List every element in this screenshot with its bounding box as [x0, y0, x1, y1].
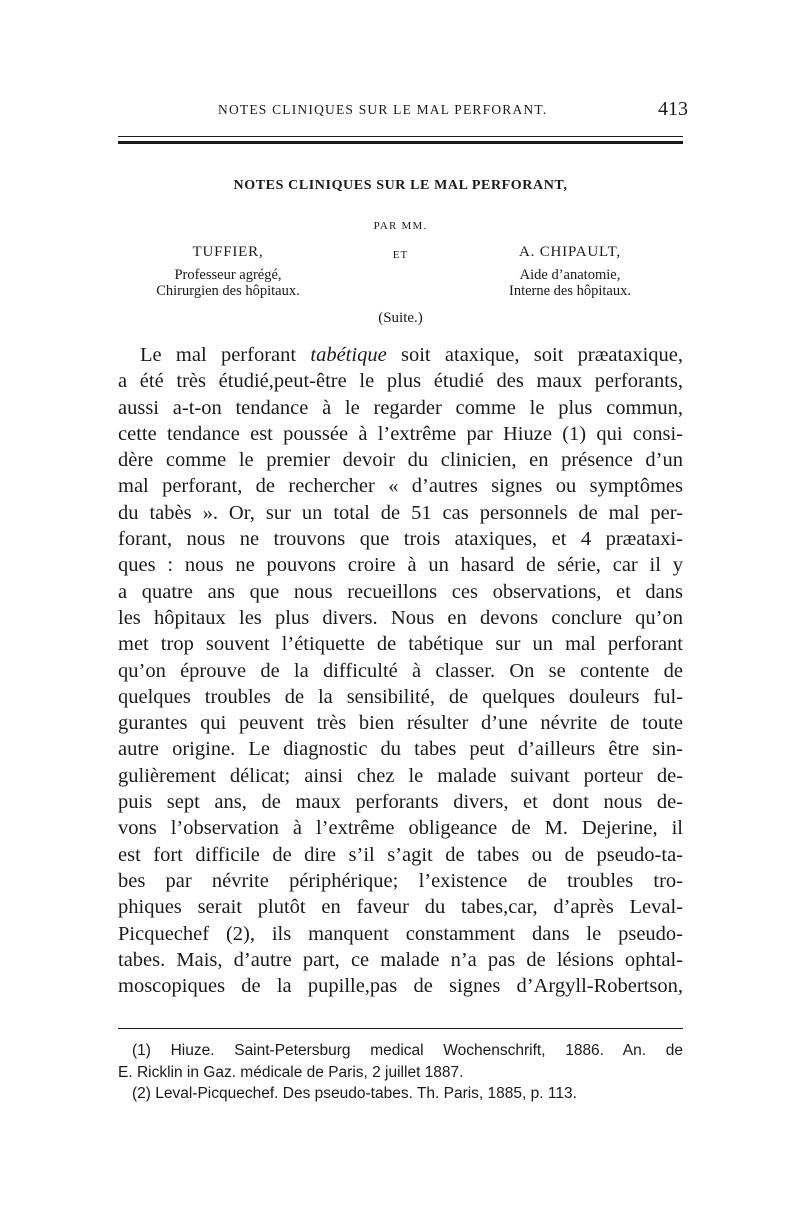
- body-line: ques : nous ne pouvons croire à un hasard de série, car il y: [118, 554, 683, 577]
- author-right-name: A. CHIPAULT,: [519, 244, 621, 260]
- body-line-1-em: tabétique: [310, 344, 387, 366]
- body-line: tabes. Mais, d’autre part, ce malade n’a pas de lésions ophtal-: [118, 948, 683, 971]
- author-left-name: TUFFIER,: [192, 244, 264, 260]
- byline-et: ET: [392, 249, 409, 261]
- author-right: [470, 244, 670, 299]
- suite-label: (Suite.): [378, 310, 423, 326]
- body-line: du tabès ». Or, sur un total de 51 cas personnels de mal per-: [118, 501, 683, 524]
- body-line: a quatre ans que nous recueillons ces observations, et dans: [118, 580, 683, 603]
- body-line: les hôpitaux les plus divers. Nous en devons conclure qu’on: [118, 606, 683, 629]
- footnote-2: (2) Leval-Picquechef. Des pseudo-tabes. Th. Paris, 1885, p. 113.: [132, 1085, 577, 1102]
- body-line-1a: Le mal perforant: [140, 344, 311, 366]
- byline-par: PAR MM.: [373, 220, 428, 232]
- body-line: qu’on éprouve de la difficulté à classer. On se contente de: [118, 659, 683, 682]
- body-line: moscopiques de la pupille,pas de signes d’Argyll-Robertson,: [118, 975, 683, 998]
- footnotes: [118, 1040, 683, 1105]
- body-line: autre origine. Le diagnostic du tabes peut d’ailleurs être sin-: [118, 738, 683, 761]
- author-right-role-2: Interne des hôpitaux.: [508, 283, 631, 299]
- body-line: gurantes qui peuvent très bien résulter d’une névrite de toute: [118, 712, 683, 735]
- body-line: Picquechef (2), ils manquent constamment dans le pseudo-: [118, 922, 683, 945]
- article-title: NOTES CLINIQUES SUR LE MAL PERFORANT,: [233, 178, 568, 193]
- footnote-1-line-2: E. Ricklin in Gaz. médicale de Paris, 2 juillet 1887.: [118, 1063, 464, 1081]
- body-line: quelques troubles de la sensibilité, de quelques douleurs ful-: [118, 685, 683, 708]
- body-line: mal perforant, de rechercher « d’autres signes ou symptômes: [118, 475, 683, 498]
- author-left-role-2: Chirurgien des hôpitaux.: [156, 283, 300, 299]
- running-head: [118, 98, 688, 124]
- body-line: phiques serait plutôt en faveur du tabes,car, d’après Leval-: [118, 896, 683, 919]
- body-line: dère comme le premier devoir du clinicien, en présence d’un: [118, 449, 683, 472]
- header-rule-thick: [118, 141, 683, 144]
- body-line: aussi a-t-on tendance à le regarder comme le plus commun,: [118, 396, 683, 419]
- body-line: vons l’observation à l’extrême obligeance de M. Dejerine, il: [118, 817, 683, 840]
- body-line: gulièrement délicat; ainsi chez le malade suivant porteur de-: [118, 764, 683, 787]
- body-line-1b: soit ataxique, soit præataxique,: [386, 344, 683, 366]
- header-rule-thin: [118, 136, 683, 137]
- footnote-1-line-1: (1) Hiuze. Saint-Petersburg medical Wochenschrift, 1886. An. de: [132, 1042, 683, 1059]
- body-line: cette tendance est poussée à l’extrême par Hiuze (1) qui consi-: [118, 422, 683, 445]
- body-line: puis sept ans, de maux perforants divers, et dont nous de-: [118, 791, 683, 814]
- page-number: 413: [658, 98, 688, 120]
- body-line: met trop souvent l’étiquette de tabétique sur un mal perforant: [118, 633, 683, 656]
- body-line: bes par névrite périphérique; l’existence de troubles tro-: [118, 869, 683, 892]
- footnote-rule: [118, 1028, 683, 1029]
- body-text: [118, 342, 683, 999]
- author-right-role-1: Aide d’anatomie,: [519, 267, 621, 283]
- body-line: [118, 342, 683, 368]
- body-line: forant, nous ne trouvons que trois ataxiques, et 4 præataxi-: [118, 528, 683, 551]
- running-title: NOTES CLINIQUES SUR LE MAL PERFORANT.: [218, 102, 548, 117]
- body-line: a été très étudié,peut-être le plus étudié des maux perforants,: [118, 370, 683, 393]
- author-left-role-1: Professeur agrégé,: [174, 267, 282, 283]
- body-line: est fort difficile de dire s’il s’agit de tabes ou de pseudo-ta-: [118, 843, 683, 866]
